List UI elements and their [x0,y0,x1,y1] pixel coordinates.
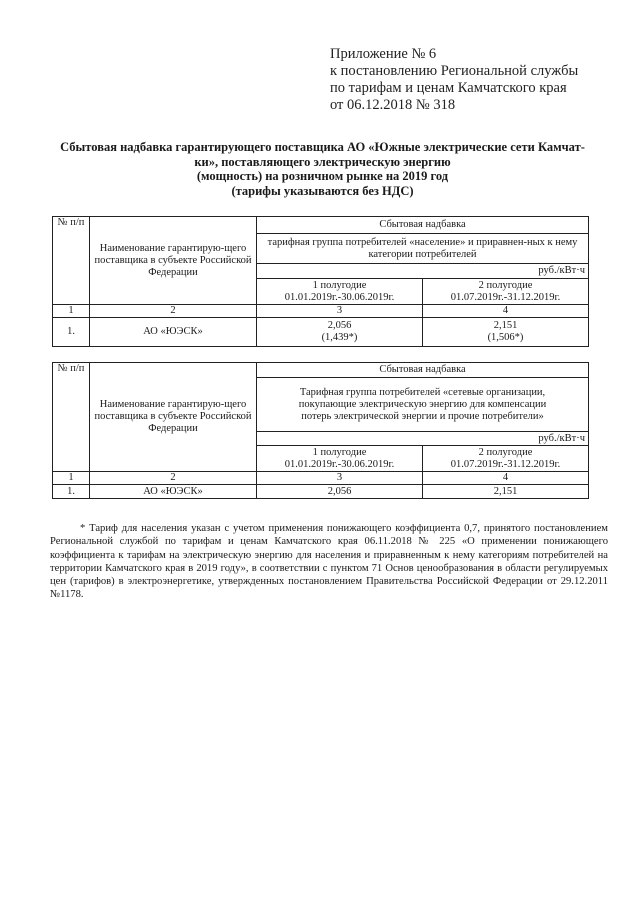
half-2-label: 2 полугодие [478,446,533,458]
header-markup: Сбытовая надбавка [257,217,589,234]
row-half-2-value [423,318,589,347]
header-half-2 [423,279,589,305]
value-population: (1,439*) [321,332,358,343]
footnote: * Тариф для населения указан с учетом применения понижающего коэффициента 0,7, принятого постановлением Региональной службой по тарифам и ценам Камчатского края 06.11.2018 № 225 «О применении понижающего коэффициента к тарифам на электрическую энергию для населения и приравненным к нему категориям потребителей на территории Камчатского края в 2019 году», в соответствии с пунктом 71 Основ ценообразования в области регулируемых цен (тарифов) в электроэнергетике, утвержденных постановлением Правительства Российской Федерации от 29.12.2011 №1178. [50,523,608,601]
value-population: (1,506*) [487,332,524,343]
title-line-3: (мощность) на розничном рынке на 2019 год [196,169,449,183]
header-half-1 [257,446,423,472]
header-tariff-group: тарифная группа потребителей «население» и приравнен-ных к нему категории потребителей [257,234,589,264]
appendix-line-1: Приложение № 6 [330,46,437,62]
appendix-line-2: к постановлению Региональной службы [330,63,579,79]
index-cell: 3 [257,305,423,318]
index-cell: 1 [53,305,90,318]
row-half-1-value: 2,056 [257,485,423,499]
index-cell: 2 [90,472,257,485]
index-cell: 3 [257,472,423,485]
row-supplier: АО «ЮЭСК» [90,318,257,347]
header-half-1 [257,279,423,305]
half-1-label: 1 полугодие [312,446,367,458]
half-1-period: 01.01.2019г.-30.06.2019г. [284,458,395,470]
header-unit: руб./кВт·ч [257,432,589,446]
index-cell: 4 [423,472,589,485]
half-2-period: 01.07.2019г.-31.12.2019г. [450,291,561,303]
header-num: № п/п [53,217,90,305]
index-cell: 2 [90,305,257,318]
title-line-1: Сбытовая надбавка гарантирующего поставщика АО «Южные электрические сети Камчат- [60,140,585,154]
header-tariff-group: Тарифная группа потребителей «сетевые организации, покупающие электрическую энергию для компенсации потерь электрической энергии и прочие потребители» [257,378,589,432]
header-half-2 [423,446,589,472]
value: 2,056 [327,320,352,331]
tariff-table-population [52,216,589,347]
row-supplier: АО «ЮЭСК» [90,485,257,499]
appendix-line-4: от 06.12.2018 № 318 [330,97,456,113]
header-markup: Сбытовая надбавка [257,363,589,378]
index-cell: 1 [53,472,90,485]
tariff-table-network-orgs [52,362,589,499]
half-1-period: 01.01.2019г.-30.06.2019г. [284,291,395,303]
half-1-label: 1 полугодие [312,279,367,291]
title-line-2: ки», поставляющего электрическую энергию [194,154,451,169]
half-2-period: 01.07.2019г.-31.12.2019г. [450,458,561,470]
header-supplier-name: Наименование гарантирую-щего поставщика в субъекте Российской Федерации [90,217,257,305]
header-num: № п/п [53,363,90,472]
index-row [53,305,589,318]
row-num: 1. [53,485,90,499]
row-num: 1. [53,318,90,347]
value: 2,151 [493,320,518,331]
appendix-header [330,46,630,114]
row-half-1-value [257,318,423,347]
table-row [53,318,589,347]
header-unit: руб./кВт·ч [257,264,589,279]
index-cell: 4 [423,305,589,318]
header-supplier-name: Наименование гарантирую-щего поставщика в субъекте Российской Федерации [90,363,257,472]
half-2-label: 2 полугодие [478,279,533,291]
title-line-4: (тарифы указываются без НДС) [231,183,414,198]
appendix-line-3: по тарифам и ценам Камчатского края [330,80,567,96]
document-title [50,140,595,198]
row-half-2-value: 2,151 [423,485,589,499]
index-row [53,472,589,485]
table-row [53,485,589,499]
